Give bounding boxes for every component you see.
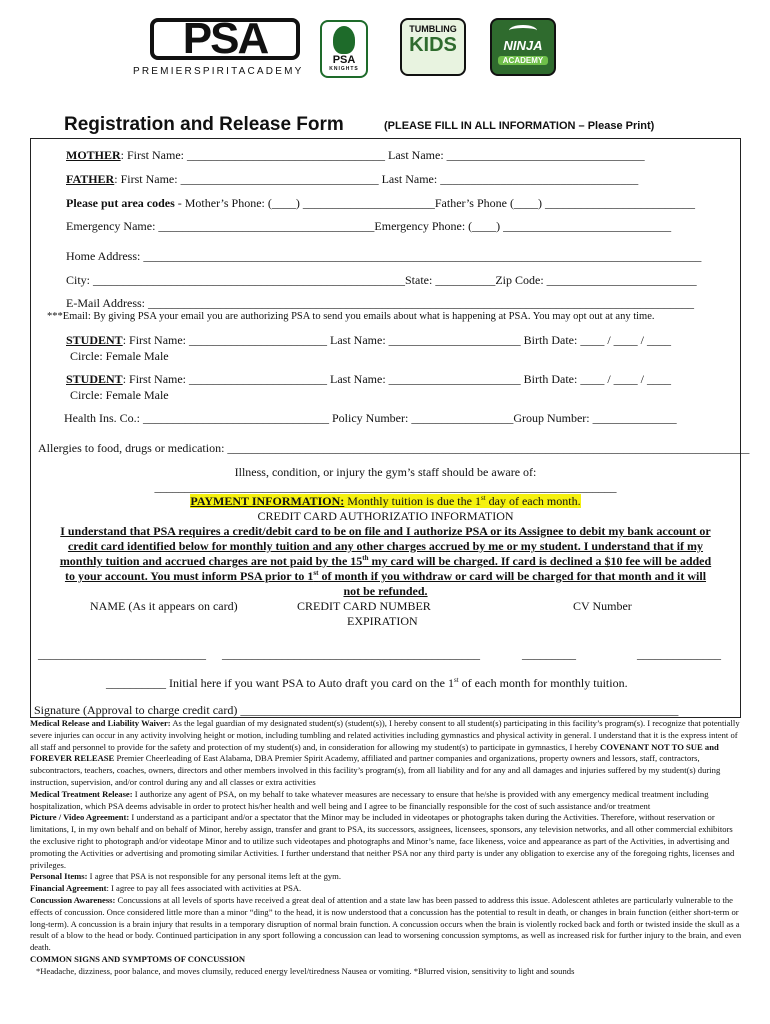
card-expiration-header: EXPIRATION — [347, 614, 418, 628]
card-name-field[interactable]: ____________________________ — [38, 647, 206, 661]
student-fields[interactable]: : First Name: _______________________ Last Name: ______________________ Birth Date: ____ / ____ / ____ — [122, 372, 671, 386]
gender-circle-2[interactable]: Circle: Female Male — [70, 388, 169, 402]
medical-release-paragraph: Medical Release and Liability Waiver: As the legal guardian of my designated student(s) (student(s)), I hereby consent to all student(s) participating in this facility’s program(s). I recognize that potentially severe injuries can occur in any activity involving height or motion, including tumbling and related activities including gymnastics and physical activity in general. I understand that it is the express intent of all staff and personnel to provide for the safety and protection of my student(s) and, in consideration for allowing my student(s) to participate in gymnastics, I hereby COVENANT NOT TO SUE and FOREVER RELEASE Premier Cheerleading of East Alabama, DBA Premier Spirit Academy, affiliated and partner companies and organizations, property owners and lessors, staff, contractors, subcontractors, teachers, coaches, owners, directors and other members involved in this facility’s program(s), from all liability and for any and all damages and injuries suffered by my student(s) during instruction, supervision, and/or control during any and all classes or extra activities — [30, 718, 740, 787]
emergency-row[interactable]: Emergency Name: ____________________________________Emergency Phone: (____) ____________________________ — [66, 219, 672, 233]
illness-field[interactable]: _____________________________________________________________________________ — [154, 480, 617, 494]
medical-treatment-paragraph: Medical Treatment Release: I authorize any agent of PSA, on my behalf to take whatever measures are necessary to ensure that he/she is provided with any emergency medical treatment including hospitalization, which PSA deems advisable in order to protect his/her health and well being and I agree to be financially responsible for the cost of such assistance and/or treatment — [30, 788, 709, 811]
ninja-academy-logo: NINJA ACADEMY — [490, 18, 556, 76]
knights-logo: PSA KNIGHTS — [320, 20, 368, 78]
cc-terms-line-4: to your account. You must inform PSA prior to 1st of month if you withdraw or card will be charged for that month and it will — [64, 569, 707, 583]
mother-fields[interactable]: : First Name: _________________________________ Last Name: _________________________________ — [120, 148, 645, 162]
father-fields[interactable]: : First Name: _________________________________ Last Name: _________________________________ — [114, 172, 639, 186]
email-note: ***Email: By giving PSA your email you are authorizing PSA to send you emails about what is happening at PSA. You may opt out at any time. — [47, 311, 655, 322]
payment-label: PAYMENT INFORMATION: — [190, 494, 345, 508]
signature-row[interactable]: Signature (Approval to charge credit card) _________________________________________________________________________ — [34, 703, 679, 717]
form-title: Registration and Release Form — [64, 114, 344, 135]
mother-row[interactable] — [66, 148, 645, 163]
student-label: STUDENT — [66, 372, 123, 386]
cc-terms-line-1: I understand that PSA requires a credit/debit card to be on file and I authorize PSA or its Assignee to debit my bank account or — [60, 524, 711, 538]
picture-video-paragraph: Picture / Video Agreement: I understand as a participant and/or a spectator that the Minor may be included in videotapes or photographs taken during the Activities. Therefore, without reservation or limitations, I, in my own behalf and on behalf of Minor, hereby assign, transfer and grant to PSA, its successors, assignees, licensees, sponsors, any television networks, and all other commercial exhibitors the exclusive right to photograph and/or videotape Minor and to utilize such videotapes and photographs and Minor’s name, face likeness, voice and appearance as part of the Activities, in advertising and promoting the Activities or advertising and promoting similar Activities. I further understand that neither PSA nor any third party is under any obligation to exercise any of the foregoing rights, licenses and privileges. — [30, 812, 735, 870]
ninja-bird-icon — [509, 25, 537, 36]
area-codes-label: Please put area codes — [66, 196, 175, 210]
health-insurance-row[interactable]: Health Ins. Co.: _______________________________ Policy Number: _________________Group Number: ______________ — [64, 411, 677, 425]
mother-label: MOTHER — [66, 148, 121, 162]
student-row-2[interactable] — [66, 372, 671, 387]
initial-field[interactable]: __________ — [106, 676, 166, 690]
card-number-header: CREDIT CARD NUMBER — [297, 599, 431, 613]
cc-title: CREDIT CARD AUTHORIZATIO INFORMATION — [257, 509, 514, 523]
cc-terms-line-3: monthly tuition and accrued charges are not paid by the 15th my card will be charged. If card is declined a $10 fee will be added — [59, 554, 712, 568]
auto-draft-initial-row[interactable]: __________ Initial here if you want PSA to Auto draft you card on the 1st of each month for monthly tuition. — [106, 676, 628, 690]
cc-terms-line-2: credit card identified below for monthly tuition and any other charges accrued by me or my student. I understand that if my — [67, 539, 704, 553]
card-name-header: NAME (As it appears on card) — [90, 599, 238, 613]
concussion-paragraph: Concussion Awareness: Concussions at all levels of sports have received a great deal of attention and a state law has been passed to address this issue. Adolescent athletes are particularly vulnerable to the effects of concussion. Once considered little more than a minor “ding” to the head, it is now understood that a concussion has the potential to result in death, or changes in brain function (either short-term or long-term). A concussion is a brain injury that results in a temporary disruption of normal brain function. A concussion occurs when the brain is violently rocked back and forth or twisted inside the skull as a result of a blow to the head or body. Continued participation in any sport following a concussion can lead to worsening concussion symptoms, as well as increased risk for further injury to the brain, and even death. — [30, 894, 742, 953]
card-cv-header: CV Number — [573, 599, 632, 613]
psa-logo-subtitle: PREMIERSPIRITACADEMY — [133, 66, 304, 77]
student-row-1[interactable] — [66, 333, 671, 348]
cc-terms-line-5: not be refunded. — [343, 584, 428, 598]
city-row[interactable]: City: ____________________________________________________State: __________Zip Code: _________________________ — [66, 273, 697, 287]
phones-row[interactable] — [66, 196, 695, 211]
father-label: FATHER — [66, 172, 115, 186]
terms-section — [30, 718, 742, 978]
allergies-row[interactable]: Allergies to food, drugs or medication: _______________________________________________________________________________________ — [38, 441, 750, 455]
gender-circle-1[interactable]: Circle: Female Male — [70, 349, 169, 363]
concussion-signs-text: *Headache, dizziness, poor balance, and moves clumsily, reduced energy level/tiredness Nausea or vomiting. *Blurred vision, sensitivity to light and sounds — [36, 965, 575, 976]
card-expiration-field[interactable]: _________ — [522, 647, 576, 661]
form-subtitle: (PLEASE FILL IN ALL INFORMATION – Please Print) — [384, 120, 655, 132]
card-number-field[interactable]: ___________________________________________ — [222, 647, 480, 661]
concussion-signs-title: COMMON SIGNS AND SYMPTOMS OF CONCUSSION — [30, 953, 246, 964]
student-fields[interactable]: : First Name: _______________________ Last Name: ______________________ Birth Date: ____ / ____ / ____ — [122, 333, 671, 347]
financial-agreement-paragraph: Financial Agreement: I agree to pay all fees associated with activities at PSA. — [30, 883, 302, 894]
tumbling-kids-logo: TUMBLING KIDS — [400, 18, 466, 76]
psa-logo: PSA — [150, 18, 300, 60]
personal-items-paragraph: Personal Items: I agree that PSA is not responsible for any personal items left at the gym. — [30, 871, 341, 882]
student-label: STUDENT — [66, 333, 123, 347]
illness-label: Illness, condition, or injury the gym’s staff should be aware of: — [234, 465, 537, 479]
father-row[interactable] — [66, 172, 638, 187]
knight-helmet-icon — [333, 26, 355, 54]
email-row[interactable]: E-Mail Address: ___________________________________________________________________________________________ — [66, 296, 694, 310]
card-cv-field[interactable]: ______________ — [637, 647, 721, 661]
phone-fields[interactable]: - Mother’s Phone: (____) ______________________Father’s Phone (____) _________________________ — [174, 196, 695, 210]
payment-info: PAYMENT INFORMATION: Monthly tuition is due the 1st day of each month. — [190, 494, 581, 508]
home-address-row[interactable]: Home Address: _____________________________________________________________________________________________ — [66, 249, 702, 263]
